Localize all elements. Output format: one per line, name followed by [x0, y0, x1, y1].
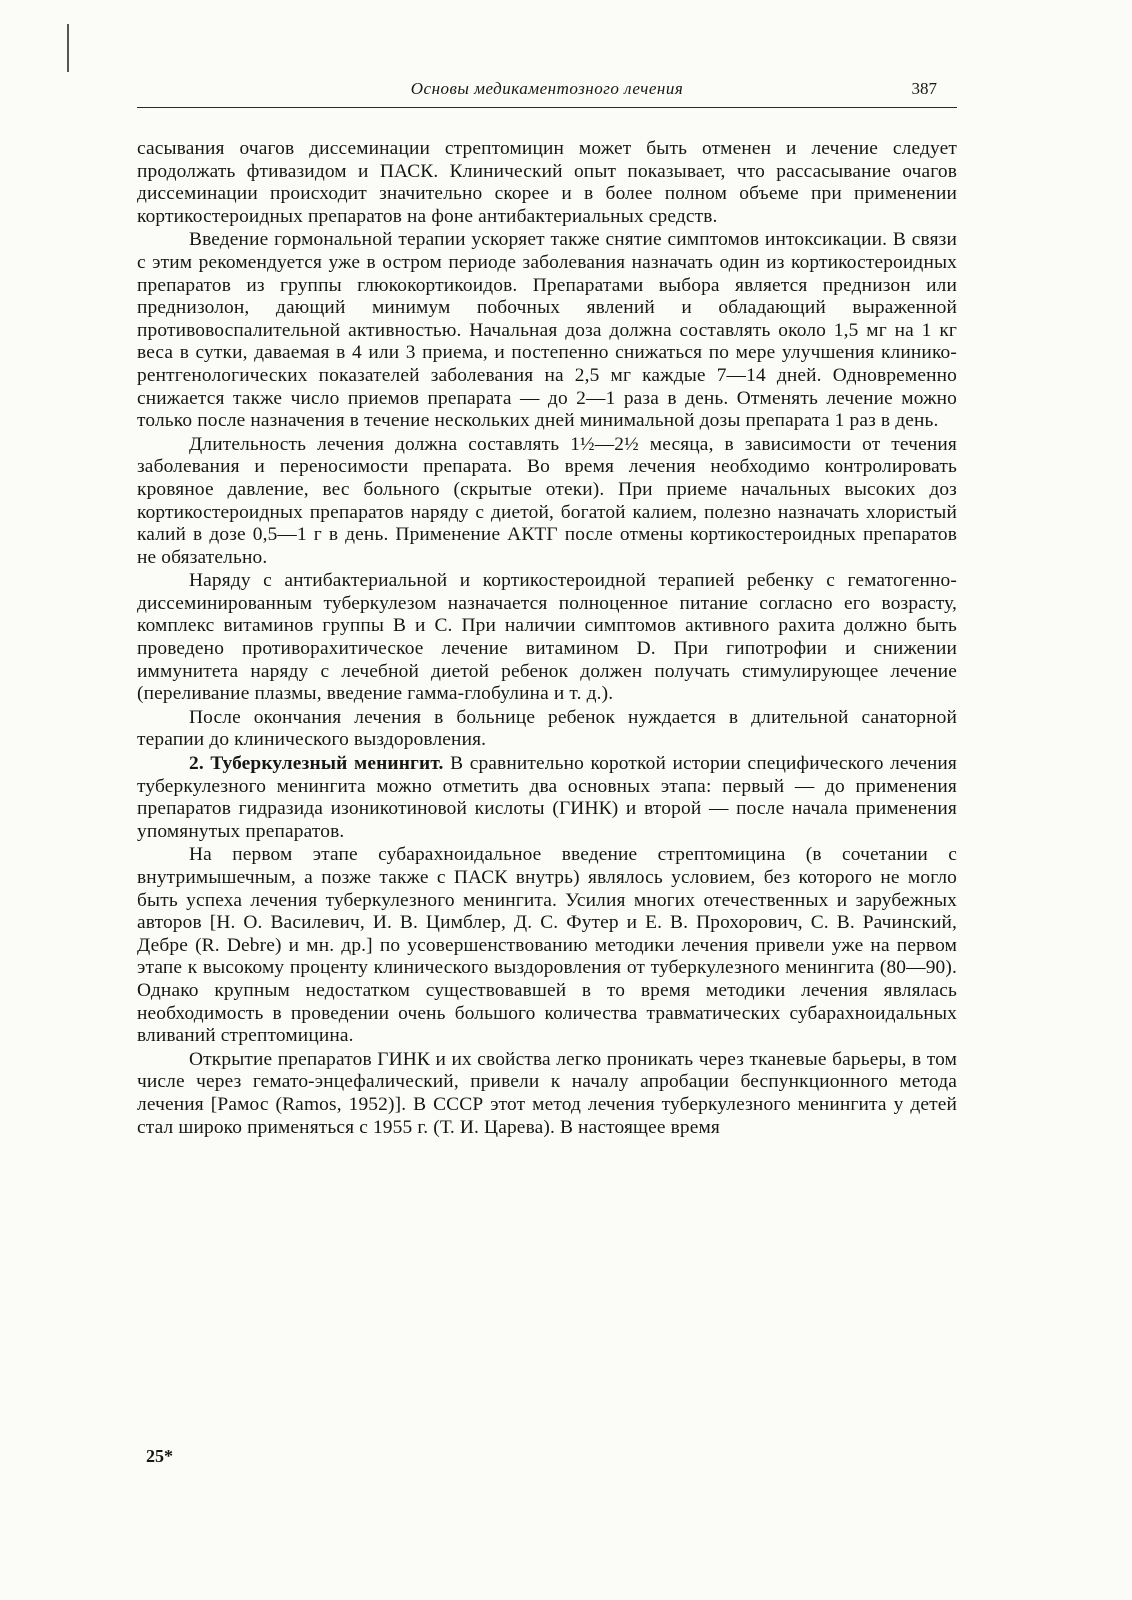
paragraph-6: [137, 753, 957, 843]
paragraph-2: [137, 229, 957, 432]
paragraph-7: [137, 844, 957, 1047]
paragraph-1: [137, 138, 957, 228]
page-number: 387: [911, 79, 937, 98]
signature-mark: 25*: [146, 1446, 173, 1466]
paragraph-2-text: Введение гормональной терапии ускоряет также снятие симптомов интоксикации. В связи с этим рекомендуется уже в остром периоде заболевания назначать один из кортикостероидных препаратов из группы глюкокортикоидов. Препаратами выбора является преднизон или преднизолон, дающий минимум побочных явлений и обладающий выраженной противовоспалительной активностью. Начальная доза должна составлять около 1,5 мг на 1 кг веса в сутки, даваемая в 4 или 3 приема, и постепенно снижаться по мере улучшения клинико-рентгенологических показателей заболевания на 2,5 мг каждые 7—14 дней. Одновременно снижается также число приемов препарата — до 2—1 раза в день. Отменять лечение можно только после назначения в течение нескольких дней минимальной дозы препарата 1 раз в день.: [137, 229, 957, 432]
section-heading: 2. Туберкулезный менингит.: [189, 753, 444, 775]
paragraph-8: [137, 1049, 957, 1139]
margin-mark: [67, 24, 69, 72]
page-body: [137, 138, 957, 1139]
paragraph-3: [137, 434, 957, 570]
paragraph-5: [137, 707, 957, 752]
paragraph-6-text: В сравнительно короткой истории специфического лечения туберкулезного менингита можно отметить два основных этапа: первый — до применения препаратов гидразида изоникотиновой кислоты (ГИНК) и второй — после начала применения упомянутых препаратов.: [137, 753, 957, 842]
paragraph-4: [137, 570, 957, 706]
running-head: [137, 77, 957, 108]
paragraph-7-text: На первом этапе субарахноидальное введение стрептомицина (в сочетании с внутримышечным, а позже также с ПАСК внутрь) являлось условием, без которого не могло быть успеха лечения туберкулезного менингита. Усилия многих отечественных и зарубежных авторов [Н. О. Василевич, И. В. Цимблер, Д. С. Футер и Е. В. Прохорович, С. В. Рачинский, Дебре (R. Debre) и мн. др.] по усовершенствованию методики лечения привели уже на первом этапе к высокому проценту клинического выздоровления от туберкулезного менингита (80—90). Однако крупным недостатком существовавшей в то время методики лечения являлась необходимость в проведении очень большого количества травматических субарахноидальных вливаний стрептомицина.: [137, 844, 957, 1047]
paragraph-8-text: Открытие препаратов ГИНК и их свойства легко проникать через тканевые барьеры, в том числе через гемато-энцефалический, привели к началу апробации беспункционного метода лечения [Рамос (Ramos, 1952)]. В СССР этот метод лечения туберкулезного менингита у детей стал широко применяться с 1955 г. (Т. И. Царева). В настоящее время: [137, 1048, 957, 1138]
paragraph-3-text: Длительность лечения должна составлять 1½—2½ месяца, в зависимости от течения заболевания и переносимости препарата. Во время лечения необходимо контролировать кровяное давление, вес больного (скрытые отеки). При приеме начальных высоких доз кортикостероидных препаратов наряду с диетой, богатой калием, полезно назначать хлористый калий в дозе 0,5—1 г в день. Применение АКТГ после отмены кортикостероидных препаратов не обязательно.: [137, 433, 957, 568]
running-title: Основы медикаментозного лечения: [410, 79, 684, 98]
paragraph-5-text: После окончания лечения в больнице ребенок нуждается в длительной санаторной терапии до клинического выздоровления.: [137, 706, 957, 751]
paragraph-1-text: сасывания очагов диссеминации стрептомицин может быть отменен и лечение следует продолжать фтивазидом и ПАСК. Клинический опыт показывает, что рассасывание очагов диссеминации происходит значительно скорее и в более полном объеме при применении кортикостероидных препаратов на фоне антибактериальных средств.: [137, 138, 957, 227]
paragraph-4-text: Наряду с антибактериальной и кортикостероидной терапией ребенку с гематогенно-диссеминированным туберкулезом назначается полноценное питание согласно его возрасту, комплекс витаминов группы В и С. При наличии симптомов активного рахита должно быть проведено противорахитическое лечение витамином D. При гипотрофии и снижении иммунитета наряду с лечебной диетой ребенок должен получать стимулирующее лечение (переливание плазмы, введение гамма-глобулина и т. д.).: [137, 570, 957, 705]
